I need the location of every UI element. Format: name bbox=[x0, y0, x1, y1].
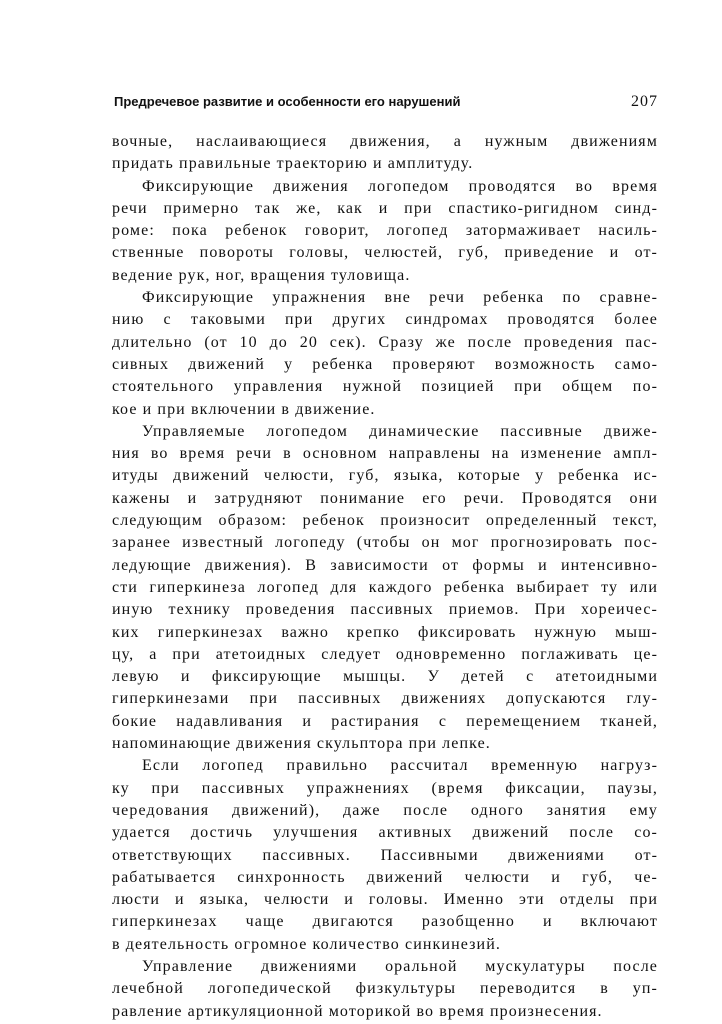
text-line: бокие надавливания и растирания с перемещением тканей, bbox=[112, 712, 658, 730]
body-text bbox=[112, 131, 658, 1023]
text-line: итуды движений челюсти, губ, языка, которые у ребенка ис- bbox=[112, 467, 658, 485]
text-line: удается достичь улучшения активных движений после со- bbox=[112, 824, 658, 842]
paragraph bbox=[112, 956, 658, 1023]
text-line: нию с таковыми при других синдромах проводятся более bbox=[112, 311, 658, 329]
text-line: ственные повороты головы, челюстей, губ, приведение и от- bbox=[112, 244, 658, 262]
text-line: цу, а при атетоидных следует одновременно поглаживать це- bbox=[112, 645, 658, 663]
text-line: гиперкинезах чаще двигаются разобщенно и включают bbox=[112, 913, 658, 931]
text-line: Если логопед правильно рассчитал временную нагруз- bbox=[142, 757, 658, 775]
chapter-title: Предречевое развитие и особенности его нарушений bbox=[114, 94, 461, 109]
text-line: длительно (от 10 до 20 сек). Сразу же после проведения пас- bbox=[112, 333, 658, 351]
text-line: следующим образом: ребенок произносит определенный текст, bbox=[112, 512, 658, 530]
text-line: люсти и языка, челюсти и головы. Именно эти отделы при bbox=[112, 891, 658, 909]
paragraph bbox=[112, 131, 658, 176]
text-line: левую и фиксирующие мышцы. У детей с атетоидными bbox=[112, 668, 658, 686]
text-line: стоятельного управления нужной позицией при общем по- bbox=[112, 378, 658, 396]
text-line: ведение рук, ног, вращения туловища. bbox=[112, 266, 411, 284]
text-line: ния во время речи в основном направлены на изменение ампл- bbox=[112, 445, 658, 463]
text-line: кое и при включении в движение. bbox=[112, 400, 376, 418]
text-line: чередования движений), даже после одного занятия ему bbox=[112, 801, 658, 819]
text-line: Управляемые логопедом динамические пассивные движе- bbox=[142, 422, 658, 440]
paragraph bbox=[112, 421, 658, 755]
text-line: ответствующих пассивных. Пассивными движениями от- bbox=[112, 846, 658, 864]
text-line: придать правильные траекторию и амплитуду. bbox=[112, 155, 474, 173]
text-line: напоминающие движения скульптора при лепке. bbox=[112, 735, 491, 753]
text-line: вочные, наслаивающиеся движения, а нужным движениям bbox=[112, 133, 658, 150]
text-line: кажены и затрудняют понимание его речи. Проводятся они bbox=[112, 489, 658, 507]
text-line: рабатывается синхронность движений челюсти и губ, че- bbox=[112, 868, 658, 886]
text-line: сивных движений у ребенка проверяют возможность само- bbox=[112, 355, 658, 373]
text-line: ких гиперкинезах важно крепко фиксировать нужную мыш- bbox=[112, 623, 658, 641]
text-line: равление артикуляционной моторикой во время произнесения. bbox=[112, 1002, 603, 1020]
text-line: ку при пассивных упражнениях (время фиксации, паузы, bbox=[112, 779, 658, 797]
running-head bbox=[114, 93, 658, 113]
paragraph bbox=[112, 755, 658, 956]
page-number: 207 bbox=[631, 93, 658, 110]
text-line: речи примерно так же, как и при спастико-ригидном синд- bbox=[112, 199, 658, 217]
text-line: Фиксирующие упражнения вне речи ребенка по сравне- bbox=[142, 289, 658, 307]
text-line: Управление движениями оральной мускулатуры после bbox=[142, 957, 658, 975]
text-line: Фиксирующие движения логопедом проводятся во время bbox=[142, 177, 658, 195]
text-line: заранее известный логопеду (чтобы он мог прогнозировать пос- bbox=[112, 534, 658, 552]
paragraph bbox=[112, 287, 658, 421]
text-line: в деятельность огромное количество синкинезий. bbox=[112, 935, 501, 953]
text-line: гиперкинезами при пассивных движениях допускаются глу- bbox=[112, 690, 658, 708]
text-line: иную технику проведения пассивных приемов. При хореичес- bbox=[112, 601, 658, 619]
text-line: лечебной логопедической физкультуры переводится в уп- bbox=[112, 980, 658, 998]
paragraph bbox=[112, 176, 658, 287]
text-line: сти гиперкинеза логопед для каждого ребенка выбирает ту или bbox=[112, 578, 658, 596]
text-line: роме: пока ребенок говорит, логопед затормаживает насиль- bbox=[112, 222, 658, 240]
text-line: ледующие движения). В зависимости от формы и интенсивно- bbox=[112, 556, 658, 574]
